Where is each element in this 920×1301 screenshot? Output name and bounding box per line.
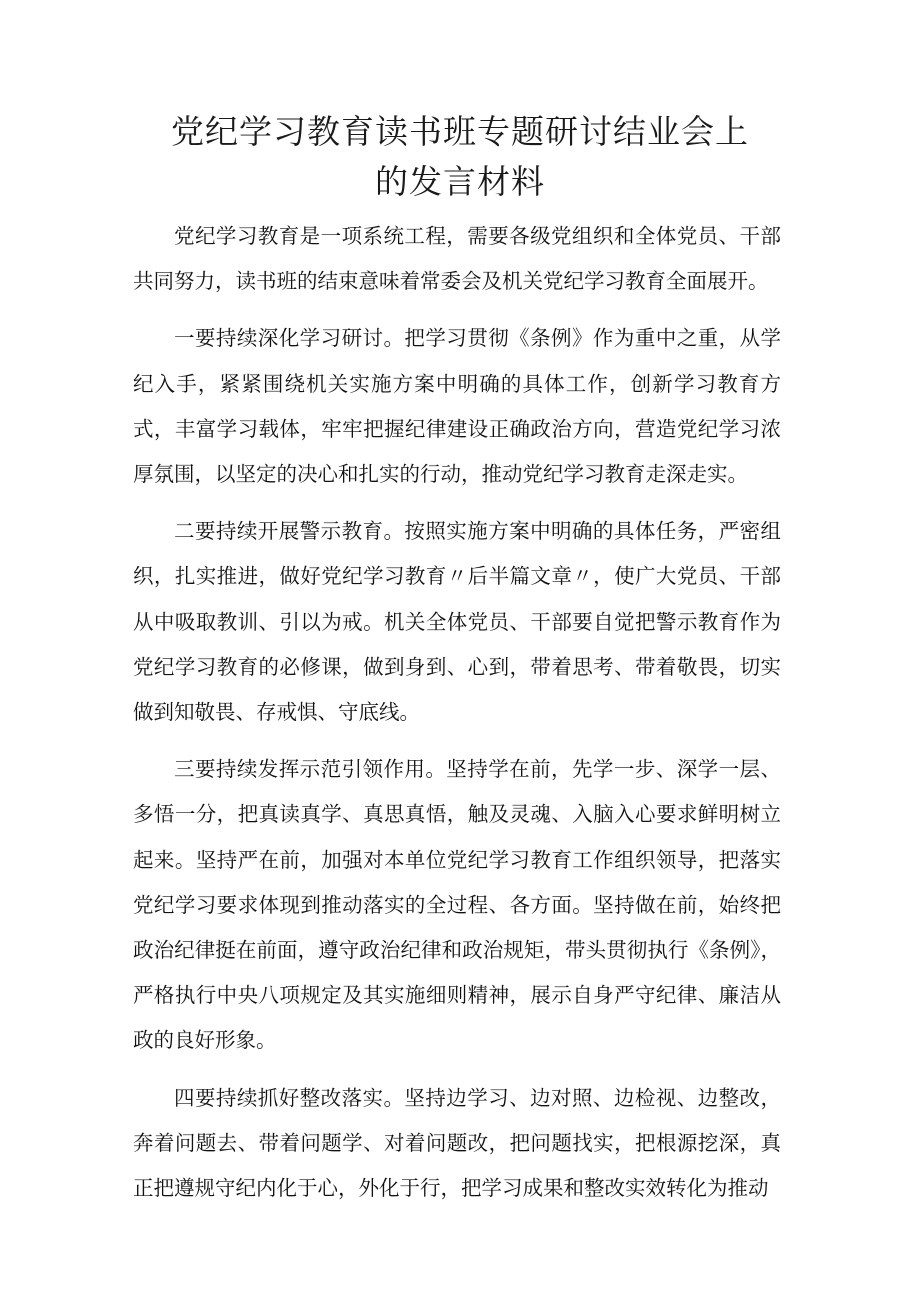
document-body (133, 214, 781, 1223)
point-two-paragraph: 二要持续开展警示教育。按照实施方案中明确的具体任务，严密组织，扎实推进，做好党纪学习教育〃后半篇文章〃，使广大党员、干部从中吸取教训、引以为戒。机关全体党员、干部要自觉把警示教育作为党纪学习教育的必修课，做到身到、心到，带着思考、带着敬畏，切实做到知敬畏、存戒惧、守底线。 (133, 519, 781, 725)
point-one-paragraph: 一要持续深化学习研讨。把学习贯彻《条例》作为重中之重，从学纪入手，紧紧围绕机关实施方案中明确的具体工作，创新学习教育方式，丰富学习载体，牢牢把握纪律建设正确政治方向，营造党纪学习浓厚氛围，以坚定的决心和扎实的行动，推动党纪学习教育走深走实。 (133, 326, 781, 487)
intro-paragraph: 党纪学习教育是一项系统工程，需要各级党组织和全体党员、干部共同努力，读书班的结束意味着常委会及机关党纪学习教育全面展开。 (133, 224, 781, 294)
point-three-paragraph: 三要持续发挥示范引领作用。坚持学在前，先学一步、深学一层、多悟一分，把真读真学、真思真悟，触及灵魂、入脑入心要求鲜明树立起来。坚持严在前，加强对本单位党纪学习教育工作组织领导，把落实党纪学习要求体现到推动落实的全过程、各方面。坚持做在前，始终把政治纪律挺在前面，遵守政治纪律和政治规矩，带头贯彻执行《条例》，严格执行中央八项规定及其实施细则精神，展示自身严守纪律、廉洁从政的良好形象。 (133, 757, 781, 1053)
point-four-paragraph: 四要持续抓好整改落实。坚持边学习、边对照、边检视、边整改，奔着问题去、带着问题学、对着问题改，把问题找实，把根源挖深，真正把遵规守纪内化于心，外化于行，把学习成果和整改实效转化为推动 (133, 1085, 781, 1201)
document-title-line-2: 的发言材料 (375, 162, 545, 201)
document-title-line-1: 党纪学习教育读书班专题研讨结业会上 (171, 112, 749, 151)
